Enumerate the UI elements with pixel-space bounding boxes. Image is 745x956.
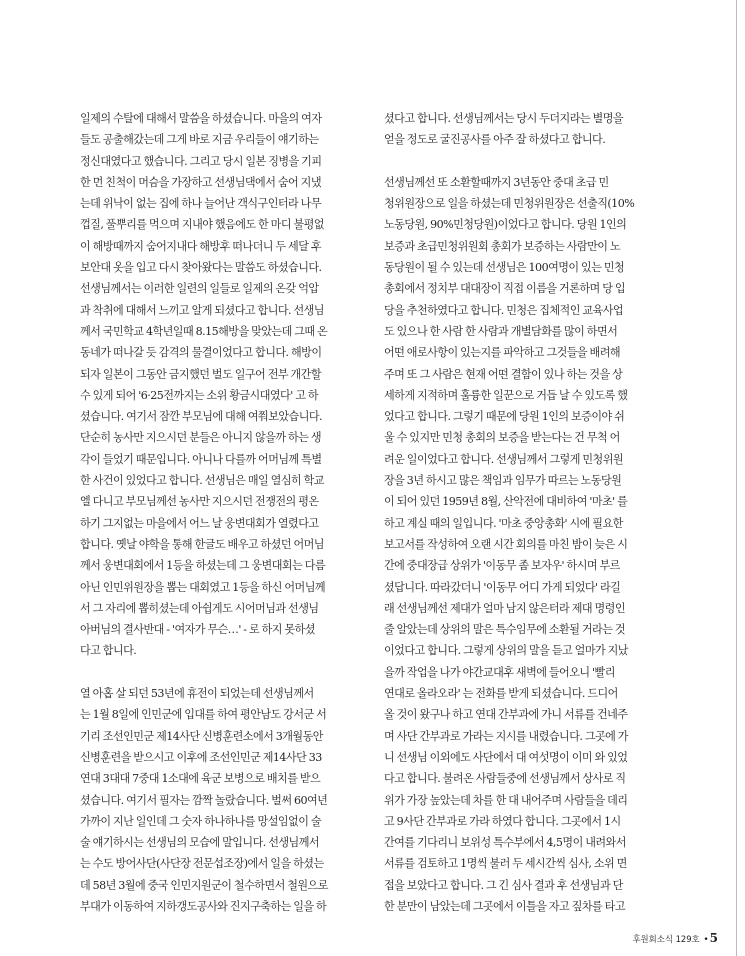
text-line: 연대 3대대 7중대 1소대에 육군 보병으로 배치를 받으 (80, 772, 321, 786)
text-line: 껍질, 풀뿌리를 먹으며 지내야 했음에도 한 마디 불평없 (80, 218, 324, 232)
text-line: 수 있게 되어 '6·25전까지는 소위 황금시대였다' 고 하 (80, 388, 319, 402)
text-line: 며 사단 간부과로 가라는 지시를 내렸습니다. 그곳에 가 (384, 729, 628, 743)
text-line: 었다고 합니다. 그렇기 때문에 당원 1인의 보증이야 쉬 (384, 410, 625, 424)
text-line: 이 되어 있던 1959년 8월, 산악전에 대비하여 '마초' 를 (384, 495, 628, 509)
text-line: 엘 다니고 부모님께선 농사만 지으시던 전쟁전의 평온 (80, 495, 319, 509)
text-line: 니 선생님 이외에도 사단에서 대 여섯명이 이미 와 있었 (384, 750, 628, 764)
text-line: 다고 합니다. (80, 644, 137, 658)
text-line: 셨습니다. 여기서 잠깐 부모님에 대해 여쭤보았습니다. (80, 410, 323, 424)
article-column-right (384, 108, 666, 917)
text-line: 께서 국민학교 4학년일때 8.15해방을 맞았는데 그때 온 (80, 324, 328, 338)
text-line: 고 9사단 간부과로 가라 하였다 합니다. 그곳에서 1시 (384, 814, 621, 828)
text-line: 기리 조선인민군 제14사단 신병훈련소에서 3개월동안 (80, 729, 323, 743)
text-line: 장을 3년 하시고 많은 책임과 임무가 따르는 노동당원 (384, 474, 622, 488)
text-line: 셨답니다. 따라갔더니 '이동무 어디 가게 되었다' 라길 (384, 580, 621, 594)
text-line: 하기 그지없는 마을에서 어느 날 웅변대회가 열렸다고 (80, 516, 319, 530)
text-line: 려운 일이었다고 합니다. 선생님께서 그렇게 민청위원 (384, 452, 624, 466)
text-line: 단순히 농사만 지으시던 분들은 아니지 않을까 하는 생 (80, 431, 322, 445)
text-line: 동네가 떠나갈 듯 감격의 물결이었다고 합니다. 해방이 (80, 346, 322, 360)
page-footer (582, 931, 718, 945)
text-line: 선생님께서는 이러한 일련의 일들로 일제의 온갖 억압 (80, 282, 319, 296)
text-line: 일제의 수탈에 대해서 말씀을 하셨습니다. 마을의 여자 (80, 112, 322, 125)
text-line: 는 1월 8일에 인민군에 입대를 하여 평안남도 강서군 서 (80, 708, 327, 722)
text-line: 서 그 자리에 뽑히셨는데 아쉽게도 시어머님과 선생님 (80, 601, 319, 615)
text-line: 보증과 초급민청위원회 총회가 보증하는 사람만이 노 (384, 239, 621, 253)
text-line: 청위원장으로 일을 하셨는데 민청위원장은 선출직(10% (384, 197, 635, 211)
page-edge-rule (736, 0, 737, 956)
text-line: 이 해방때까지 숨어지내다 해방후 떠나더니 두 세달 후 (80, 239, 322, 253)
text-line: 세하게 지적하며 훌륭한 일꾼으로 거듭 날 수 있도록 했 (384, 388, 628, 402)
publication-name: 후원회소식 129호 (632, 934, 700, 944)
text-line: 어떤 애로사항이 있는지를 파악하고 그것들을 배려해 (384, 346, 621, 360)
text-line: 가까이 지난 일인데 그 숫자 하나하나를 망설임없이 술 (80, 814, 322, 828)
text-line: 들도 공출해갔는데 그게 바로 지금 우리들이 얘기하는 (80, 133, 319, 147)
text-line: 정신대였다고 했습니다. 그리고 당시 일본 징병을 기피 (80, 154, 322, 168)
text-line: 을까 작업을 나가 야간교대후 새벽에 들어오니 '빨리 (384, 665, 615, 679)
text-line: 열 아홉 살 되던 53년에 휴전이 되었는데 선생님께서 (80, 687, 314, 701)
text-line: 선생님께선 또 소환할때까지 3년동안 중대 초급 민 (384, 175, 609, 189)
text-line: 아버님의 결사반대 - '여자가 무슨…' - 로 하지 못하셨 (80, 623, 315, 637)
text-line: 보고서를 작성하여 오랜 시간 회의를 마친 밤이 늦은 시 (384, 537, 628, 551)
text-line: 이었다고 합니다. 그렇게 상위의 말을 듣고 얼마가 지났 (384, 644, 628, 658)
text-line: 아닌 인민위원장을 뽑는 대회였고 1등을 하신 어머님께 (80, 580, 326, 594)
text-line: 얻을 정도로 굴진공사를 아주 잘 하셨다고 합니다. (384, 133, 606, 147)
text-line: 다고 합니다. 불려온 사람들중에 선생님께서 상사로 직 (384, 772, 626, 786)
text-line: 래 선생님께선 제대가 얼마 남지 않은터라 제대 명령인 (384, 601, 626, 615)
page-number: 5 (709, 931, 718, 945)
text-line: 하고 계실 때의 일입니다. '마초 중앙총화' 시에 필요한 (384, 516, 623, 530)
text-line: 는데 위낙이 없는 집에 하나 늘어난 객식구인터라 나무 (80, 197, 322, 211)
text-line: 노동당원, 90%민청당원)이었다고 합니다. 당원 1인의 (384, 218, 627, 232)
text-line: 신병훈련을 받으시고 이후에 조선인민군 제14사단 33 (80, 750, 322, 764)
text-line: 한 먼 친척이 머슴을 가장하고 선생님댁에서 숨어 지냈 (80, 175, 322, 189)
text-line: 셨습니다. 여기서 필자는 깜짝 놀랐습니다. 벌써 60여년 (80, 793, 328, 807)
text-line: 도 있으나 한 사람 한 사람과 개별담화를 많이 하면서 (384, 324, 618, 338)
text-line: 부대가 이동하여 지하갱도공사와 진지구축하는 일을 하 (80, 899, 327, 913)
text-line: 간여를 기다리니 보위성 특수부에서 4,5명이 내려와서 (384, 836, 626, 850)
text-line: 연대로 올라오라' 는 전화를 받게 되셨습니다. 드디어 (384, 687, 618, 701)
text-line: 한 사건이 있었다고 합니다. 선생님은 매일 열심히 학교 (80, 474, 324, 488)
text-line: 주며 또 그 사람은 현재 어떤 결함이 있나 하는 것을 상 (384, 367, 623, 381)
text-line: 셨다고 합니다. 선생님께서는 당시 두더지라는 별명을 (384, 112, 624, 125)
text-line: 는 수도 방어사단(사단장 전문섭조장)에서 일을 하셨는 (80, 857, 324, 871)
text-line: 께서 웅변대회에서 1등을 하셨는데 그 웅변대회는 다름 (80, 559, 326, 573)
text-line: 총회에서 정치부 대대장이 직접 이름을 거론하며 당 입 (384, 282, 626, 296)
text-line: 보안대 옷을 입고 다시 찾아왔다는 말씀도 하셨습니다. (80, 261, 322, 275)
article-column-left (80, 108, 370, 917)
text-line: 데 58년 3월에 중국 인민지원군이 철수하면서 철원으로 (80, 878, 328, 892)
paragraph-break (384, 151, 666, 172)
text-line: 울 수 있지만 민청 총회의 보증을 받는다는 건 무척 어 (384, 431, 620, 445)
text-line: 올 것이 왔구나 하고 연대 간부과에 가니 서류를 건네주 (384, 708, 628, 722)
text-line: 동당원이 될 수 있는데 선생님은 100여명이 있는 민청 (384, 261, 625, 275)
text-line: 합니다. 옛날 야학을 통해 한글도 배우고 하셨던 어머님 (80, 537, 324, 551)
text-line: 술 얘기하시는 선생님의 모습에 말입니다. 선생님께서 (80, 836, 320, 850)
text-line: 한 분만이 남았는데 그곳에서 이틀을 자고 짚차를 타고 (384, 899, 626, 913)
text-line: 간에 중대장급 상위가 '이동무 좀 보자우' 하시며 부르 (384, 559, 620, 573)
text-line: 과 착취에 대해서 느끼고 알게 되셨다고 합니다. 선생님 (80, 303, 324, 317)
text-line: 접을 보았다고 합니다. 그 긴 심사 결과 후 선생님과 단 (384, 878, 623, 892)
text-line: 서류를 검토하고 1명씩 불러 두 세시간씩 심사, 소위 면 (384, 857, 627, 871)
text-line: 각이 들었기 때문입니다. 아니나 다를까 어머님께 특별 (80, 452, 322, 466)
footer-separator: • (703, 935, 709, 945)
text-line: 당을 추천하였다고 합니다. 민청은 집체적인 교육사업 (384, 303, 624, 317)
paragraph-break (80, 662, 370, 683)
text-line: 위가 가장 높았는데 차를 한 대 내어주며 사람들을 데리 (384, 793, 628, 807)
text-line: 줄 알았는데 상위의 말은 특수임무에 소환될 거라는 것 (384, 623, 626, 637)
text-line: 되자 일본이 그동안 금지했던 벌도 일구어 전부 개간할 (80, 367, 322, 381)
